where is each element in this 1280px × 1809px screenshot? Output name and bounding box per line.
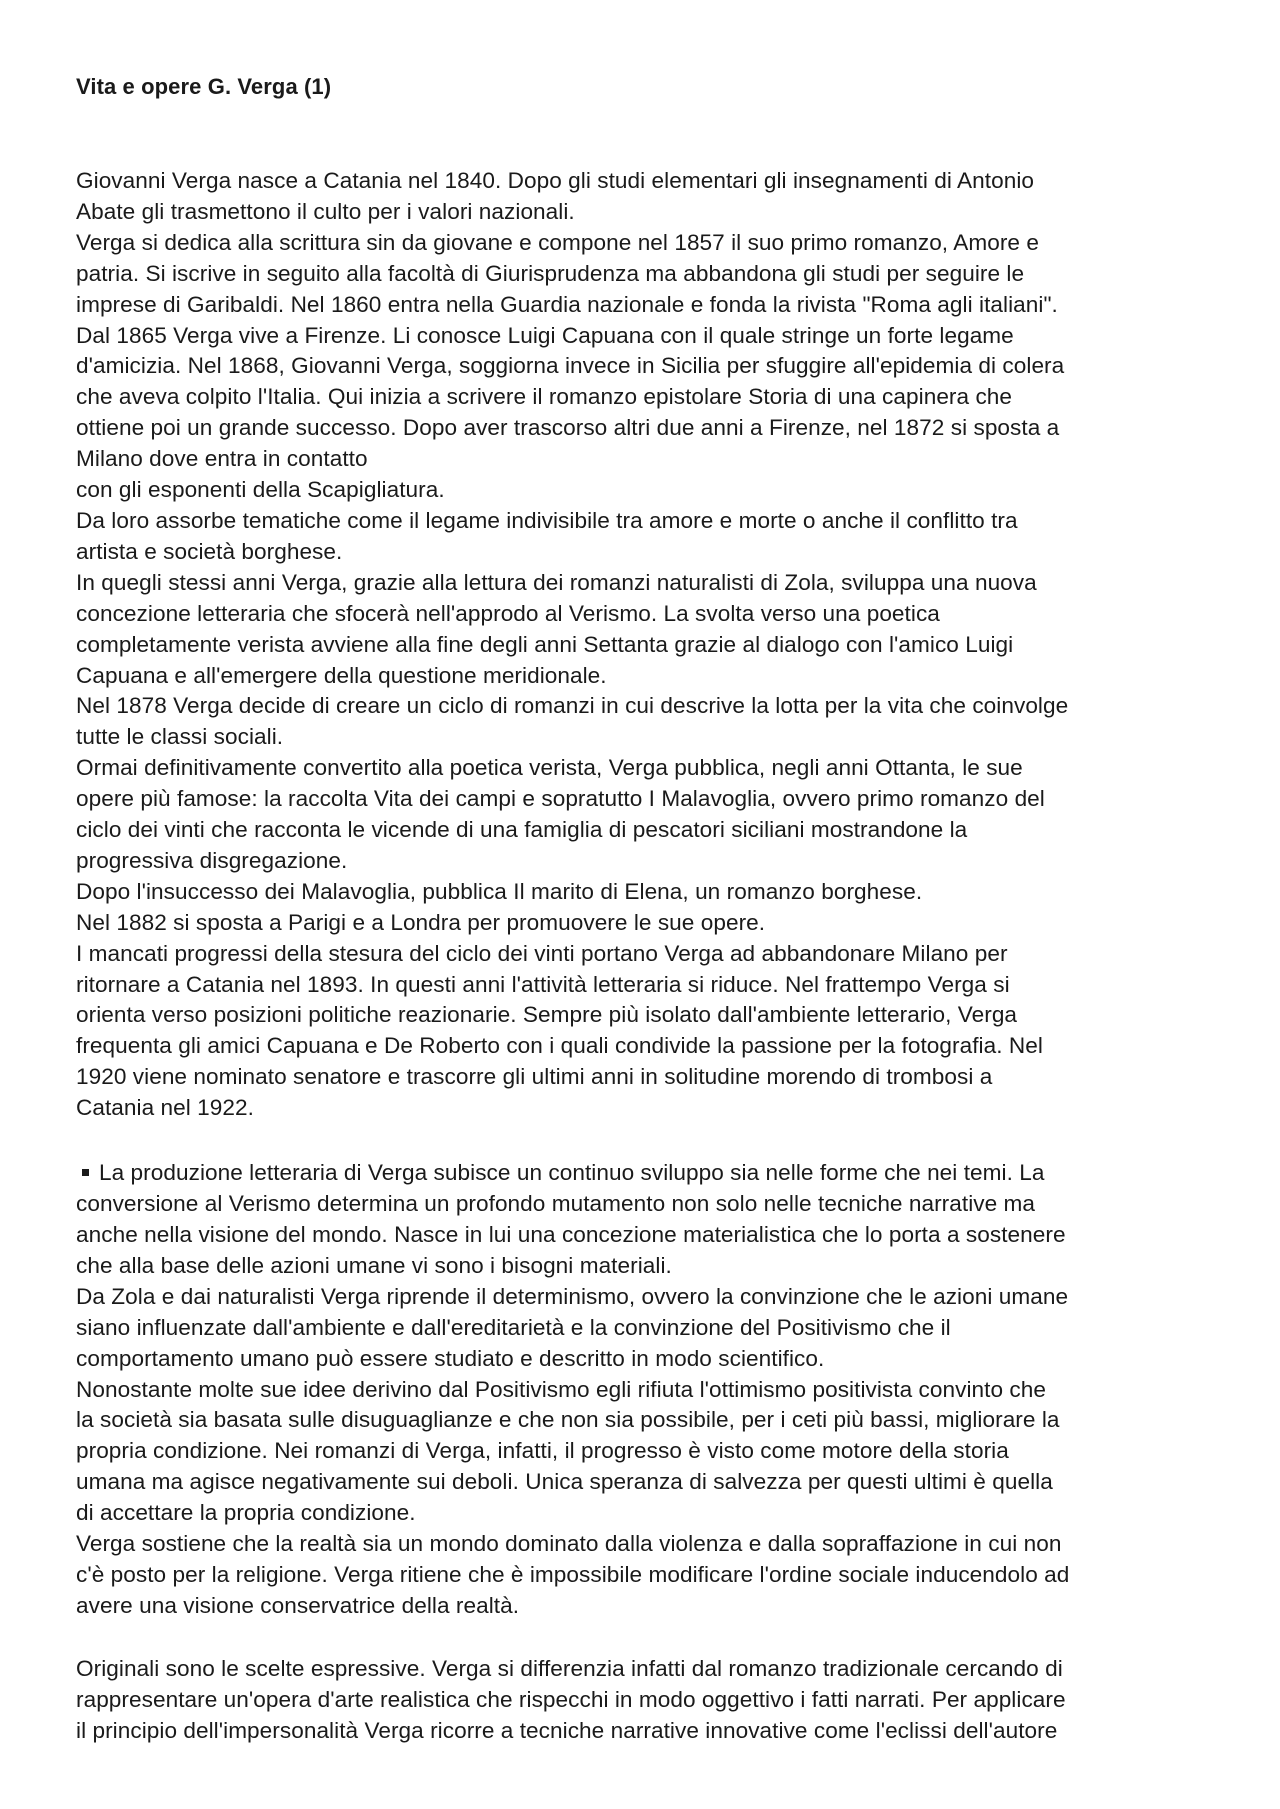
text-line: conversione al Verismo determina un profondo mutamento non solo nelle tecniche narrative ma [76,1191,1036,1217]
text-line: c'è posto per la religione. Verga ritiene che è impossibile modificare l'ordine sociale inducendolo ad [76,1561,1070,1587]
text-line: In quegli stessi anni Verga, grazie alla lettura dei romanzi naturalisti di Zola, sviluppa una nuova [76,569,1037,595]
text-line: la società sia basata sulle disuguaglianze e che non sia possibile, per i ceti più bassi, migliorare la [76,1407,1060,1433]
text-line: Abate gli trasmettono il culto per i valori nazionali. [76,198,575,224]
text-line: Dal 1865 Verga vive a Firenze. Li conosce Luigi Capuana con il quale stringe un forte legame [76,322,1014,348]
text-line: artista e società borghese. [76,538,343,564]
text-line: il principio dell'impersonalità Verga ricorre a tecniche narrative innovative come l'eclissi dell'autore [76,1717,1058,1743]
text-line: ottiene poi un grande successo. Dopo aver trascorso altri due anni a Firenze, nel 1872 si sposta a [76,415,1060,441]
text-line: Giovanni Verga nasce a Catania nel 1840. Dopo gli studi elementari gli insegnamenti di Antonio [76,168,1035,193]
text-line: Originali sono le scelte espressive. Verga si differenzia infatti dal romanzo tradizionale cercando di [76,1655,1063,1681]
text-line: Verga sostiene che la realtà sia un mondo dominato dalla violenza e dalla sopraffazione in cui non [76,1531,1062,1557]
text-line: Da loro assorbe tematiche come il legame indivisibile tra amore e morte o anche il conflitto tra [76,507,1018,533]
text-line: propria condizione. Nei romanzi di Verga, infatti, il progresso è visto come motore della storia [76,1438,1009,1464]
text-line: Nel 1878 Verga decide di creare un ciclo di romanzi in cui descrive la lotta per la vita che coinvolge [76,693,1069,719]
text-line: Capuana e all'emergere della questione meridionale. [76,662,607,688]
text-line: Nonostante molte sue idee derivino dal Positivismo egli rifiuta l'ottimismo positivista convinto che [76,1376,1046,1402]
text-line: anche nella visione del mondo. Nasce in lui una concezione materialistica che lo porta a sostenere [76,1222,1066,1247]
text-line: avere una visione conservatrice della realtà. [76,1592,520,1618]
text-line: Ormai definitivamente convertito alla poetica verista, Verga pubblica, negli anni Ottanta, le sue [76,755,1023,781]
section-poetics-lines [76,1189,1226,1622]
text-line: 1920 viene nominato senatore e trascorre gli ultimi anni in solitudine morendo di trombosi a [76,1064,993,1090]
section-style [76,1654,1226,1747]
section-poetics [76,1156,1226,1622]
text-line: comportamento umano può essere studiato e descritto in modo scientifico. [76,1345,825,1371]
text-line: patria. Si iscrive in seguito alla facoltà di Giurisprudenza ma abbandona gli studi per seguire le [76,260,1025,286]
text-line: orienta verso posizioni politiche reazionarie. Sempre più isolato dall'ambiente letterario, Verga [76,1002,1018,1028]
text-line: Verga si dedica alla scrittura sin da giovane e compone nel 1857 il suo primo romanzo, Amore e [76,229,1039,255]
square-bullet-icon [82,1169,89,1176]
text-line: I mancati progressi della stesura del ciclo dei vinti portano Verga ad abbandonare Milano per [76,940,1008,966]
text-line: progressiva disgregazione. [76,847,348,873]
text-line: opere più famose: la raccolta Vita dei campi e sopratutto I Malavoglia, ovvero primo romanzo del [76,786,1045,812]
text-line: rappresentare un'opera d'arte realistica che rispecchi in modo oggettivo i fatti narrati. Per applicare [76,1686,1066,1712]
text-line: che aveva colpito l'Italia. Qui inizia a scrivere il romanzo epistolare Storia di una capinera che [76,384,1013,410]
text-line: tutte le classi sociali. [76,724,284,750]
text-line: Nel 1882 si sposta a Parigi e a Londra per promuovere le sue opere. [76,909,766,935]
text-line: completamente verista avviene alla fine degli anni Settanta grazie al dialogo con l'amico Luigi [76,631,1014,657]
text-line: imprese di Garibaldi. Nel 1860 entra nella Guardia nazionale e fonda la rivista "Roma agli italiani". [76,291,1058,317]
document-page [76,72,1226,1747]
text-line: Milano dove entra in contatto [76,446,368,472]
section-biography [76,166,1226,1124]
text-line: concezione letteraria che sfocerà nell'approdo al Verismo. La svolta verso una poetica [76,600,940,626]
text-line: con gli esponenti della Scapigliatura. [76,477,445,503]
paragraph-gap [76,1622,1226,1654]
text-line: Catania nel 1922. [76,1095,254,1121]
text-line: ciclo dei vinti che racconta le vicende di una famiglia di pescatori siciliani mostrandone la [76,817,968,843]
text-line: Da Zola e dai naturalisti Verga riprende il determinismo, ovvero la convinzione che le azioni umane [76,1283,1069,1309]
text-line: Dopo l'insuccesso dei Malavoglia, pubblica Il marito di Elena, un romanzo borghese. [76,878,923,904]
document-title: Vita e opere G. Verga (1) [76,74,332,99]
text-line: che alla base delle azioni umane vi sono i bisogni materiali. [76,1252,672,1278]
text-line: frequenta gli amici Capuana e De Roberto con i quali condivide la passione per la fotografia. Nel [76,1033,1043,1059]
text-line: di accettare la propria condizione. [76,1500,416,1526]
text-line: d'amicizia. Nel 1868, Giovanni Verga, soggiorna invece in Sicilia per sfuggire all'epidemia di colera [76,353,1065,379]
paragraph-gap [76,1124,1226,1156]
bullet-paragraph [76,1156,1226,1189]
text-line: ritornare a Catania nel 1893. In questi anni l'attività letteraria si riduce. Nel frattempo Verga si [76,971,1010,997]
bullet-paragraph-text: La produzione letteraria di Verga subisce un continuo sviluppo sia nelle forme che nei temi. La [99,1160,1045,1186]
text-line: siano influenzate dall'ambiente e dall'ereditarietà e la convinzione del Positivismo che il [76,1314,951,1340]
text-line: umana ma agisce negativamente sui deboli. Unica speranza di salvezza per questi ultimi è quella [76,1469,1053,1495]
